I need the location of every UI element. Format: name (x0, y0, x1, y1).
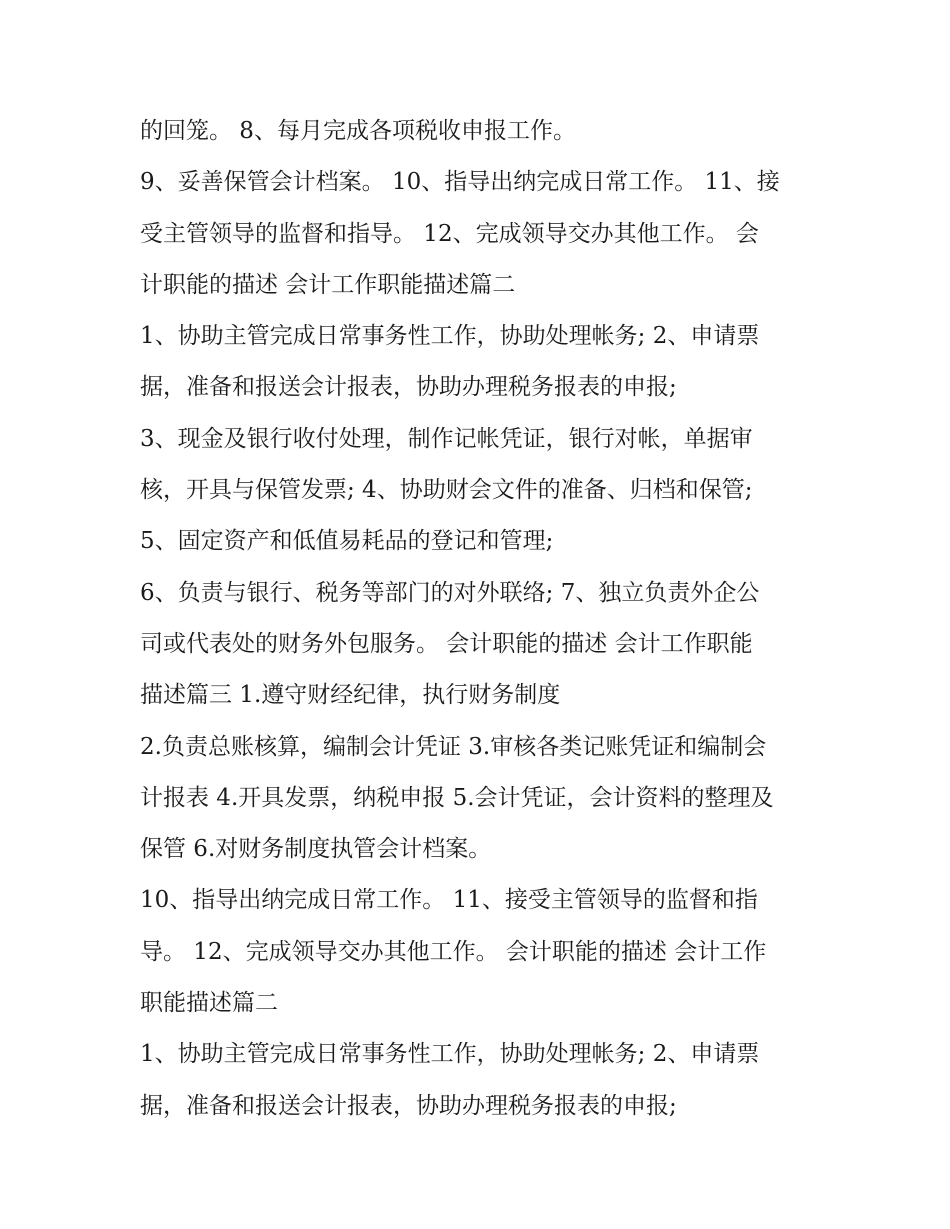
text-line-4: 计职能的描述 会计工作职能描述篇二 (140, 271, 516, 298)
text-line-7: 3、现金及银行收付处理，制作记帐凭证，银行对帐，单据审 (140, 425, 753, 452)
text-line-17: 导。 12、完成领导交办其他工作。 会计职能的描述 会计工作 (140, 938, 767, 965)
text-line-15: 保管 6.对财务制度执管会计档案。 (140, 836, 492, 863)
text-line-12: 描述篇三 1.遵守财经纪律，执行财务制度 (140, 682, 561, 709)
text-line-18: 职能描述篇二 (140, 990, 278, 1017)
text-line-16: 10、指导出纳完成日常工作。 11、接受主管领导的监督和指 (140, 887, 758, 914)
text-line-9: 5、固定资产和低值易耗品的登记和管理; (140, 528, 554, 555)
text-line-10: 6、负责与银行、税务等部门的对外联络; 7、独立负责外企公 (140, 579, 760, 606)
text-line-6: 据，准备和报送会计报表，协助办理税务报表的申报; (140, 374, 677, 401)
text-line-5: 1、协助主管完成日常事务性工作，协助处理帐务; 2、申请票 (140, 323, 760, 350)
text-line-19: 1、协助主管完成日常事务性工作，协助处理帐务; 2、申请票 (140, 1041, 760, 1068)
document-body (140, 106, 812, 1132)
text-line-11: 司或代表处的财务外包服务。 会计职能的描述 会计工作职能 (140, 630, 753, 657)
text-line-8: 核，开具与保管发票; 4、协助财会文件的准备、归档和保管; (140, 477, 753, 504)
text-line-14: 计报表 4.开具发票，纳税申报 5.会计凭证，会计资料的整理及 (140, 784, 774, 811)
text-line-1: 的回笼。 8、每月完成各项税收申报工作。 (140, 118, 576, 144)
text-line-2: 9、妥善保管会计档案。 10、指导出纳完成日常工作。 11、接 (140, 169, 780, 196)
text-line-20: 据，准备和报送会计报表，协助办理税务报表的申报; (140, 1092, 677, 1119)
text-line-3: 受主管领导的监督和指导。 12、完成领导交办其他工作。 会 (140, 220, 759, 247)
text-line-13: 2.负责总账核算，编制会计凭证 3.审核各类记账凭证和编制会 (140, 733, 767, 760)
